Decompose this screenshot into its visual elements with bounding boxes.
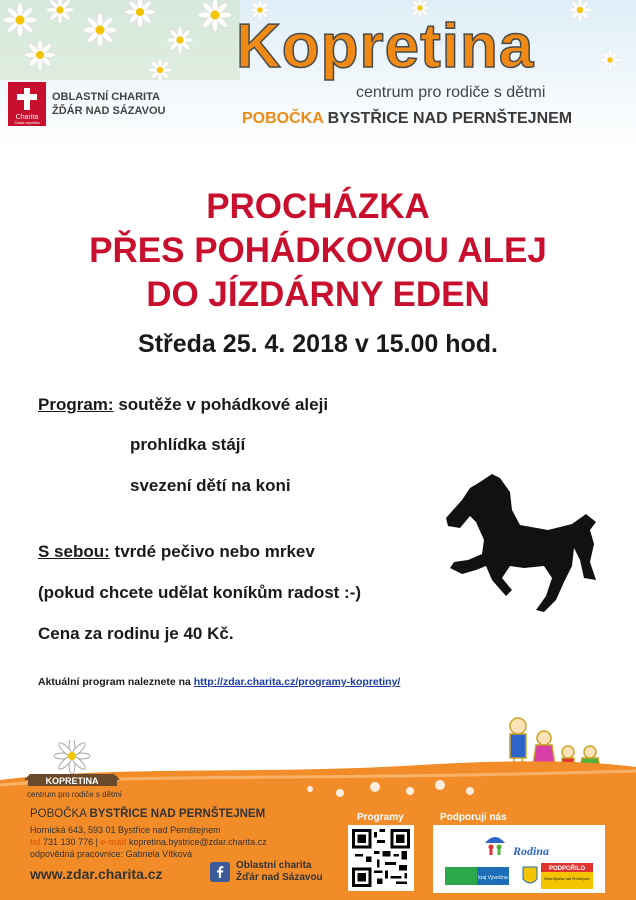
program-item-2: prohlídka stájí <box>130 435 246 454</box>
branch-prefix: POBOČKA <box>242 110 324 127</box>
footer-branch-name: BYSTŘICE NAD PERNŠTEJNEM <box>89 808 266 820</box>
kraj-vysocina-logo <box>445 867 509 885</box>
tel-label: tel <box>30 837 41 847</box>
program-item-3: svezení dětí na koni <box>130 476 291 495</box>
info-line <box>38 676 400 688</box>
footer-address-line: Hornická 643, 593 01 Bystřice nad Pernštejnem <box>30 825 221 835</box>
event-title-line2: PŘES POHÁDKOVOU ALEJ <box>89 231 547 270</box>
event-title-line1: PROCHÁZKA <box>206 187 430 226</box>
facebook-name <box>236 860 323 884</box>
facebook-block[interactable] <box>210 860 323 884</box>
bring-note: (pokud chcete udělat koníkům radost :-) <box>38 583 362 602</box>
footer-branch-prefix: POBOČKA <box>30 808 87 820</box>
bring-line <box>38 542 315 562</box>
sponsor-podporilo: PODPOŘILO <box>548 866 586 872</box>
sponsor-vysocina: kraj Vysočina <box>478 875 508 881</box>
footer-contact-line: tel 731 130 776 | e-mail kopretina.bystrice@zdar.charita.cz <box>30 837 267 847</box>
facebook-name-line2: Žďár nad Sázavou <box>236 872 323 883</box>
program-link[interactable]: http://zdar.charita.cz/programy-kopretiny/ <box>193 676 401 688</box>
footer-contact <box>30 824 267 860</box>
footer-website[interactable]: www.zdar.charita.cz <box>30 866 163 882</box>
tel-value[interactable]: 731 130 776 <box>43 837 94 847</box>
qr-code[interactable] <box>348 825 414 891</box>
event-title-line3: DO JÍZDÁRNY EDEN <box>146 275 490 314</box>
charita-logo-sub: Česká republika <box>14 121 40 125</box>
brand-subtitle: centrum pro rodiče s dětmi <box>356 84 546 101</box>
brand-title: Kopretina <box>236 12 535 81</box>
event-title <box>0 185 636 317</box>
supporters-label: Podporují nás <box>440 812 507 823</box>
bring-label: S sebou: <box>38 542 110 561</box>
horse-silhouette-icon <box>440 470 600 620</box>
email-value[interactable]: kopretina.bystrice@zdar.charita.cz <box>128 837 267 847</box>
program-item-1: soutěže v pohádkové aleji <box>118 395 329 414</box>
program-line-1 <box>38 395 328 415</box>
sponsor-logos <box>433 825 605 893</box>
charita-org-name <box>52 90 165 118</box>
bring-text: tvrdé pečivo nebo mrkev <box>114 542 315 561</box>
email-label: e-mail <box>100 837 127 847</box>
header <box>0 0 636 150</box>
charita-logo-text: Charita <box>15 114 39 121</box>
info-text: Aktuální program naleznete na <box>38 676 191 688</box>
footer-logo-text: KOPRETINA <box>45 776 99 786</box>
brand-branch <box>242 110 572 128</box>
charita-cross-logo <box>8 82 46 126</box>
facebook-name-line1: Oblastní charita <box>236 860 312 871</box>
sponsor-rodina: Rodina <box>513 844 550 858</box>
price: Cena za rodinu je 40 Kč. <box>38 624 234 643</box>
branch-name: BYSTŘICE NAD PERNŠTEJNEM <box>327 110 573 127</box>
program-label: Program: <box>38 395 114 414</box>
kopretina-brand <box>236 12 636 127</box>
charita-org-line2: ŽĎÁR NAD SÁZAVOU <box>52 105 166 117</box>
footer-branch <box>30 808 265 820</box>
footer-logo-sub: centrum pro rodiče s dětmi <box>27 790 122 799</box>
facebook-icon <box>210 862 230 882</box>
charita-org-block <box>8 82 165 126</box>
programy-label: Programy <box>357 812 404 823</box>
responsible-line: odpovědná pracovnice: Gabriela Vítková <box>30 849 193 859</box>
charita-org-line1: OBLASTNÍ CHARITA <box>52 91 160 103</box>
event-date: Středa 25. 4. 2018 v 15.00 hod. <box>138 330 498 358</box>
sponsor-mesto: Město Bystřice nad Pernštejnem <box>544 877 590 881</box>
qr-code-icon <box>352 829 410 887</box>
